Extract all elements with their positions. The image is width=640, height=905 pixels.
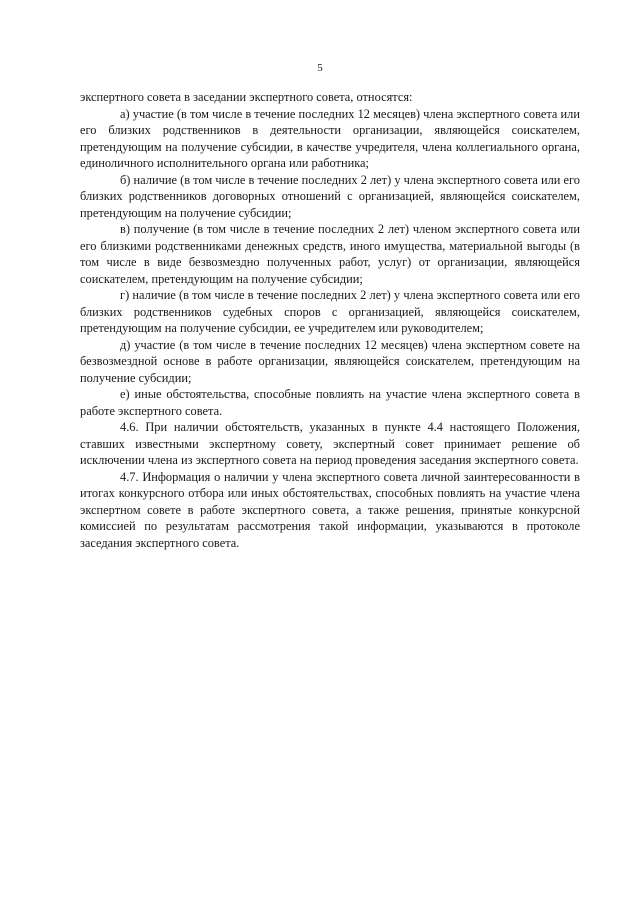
document-body (80, 89, 580, 551)
paragraph-item-a: а) участие (в том числе в течение последних 12 месяцев) члена экспертного совета или его близких родственников в деятельности организации, являющейся соискателем, претендующим на получение субсидии, в качестве учредителя, члена коллегиального органа, единоличного исполнительного органа или работника; (80, 106, 580, 170)
paragraph-clause-4-6: 4.6. При наличии обстоятельств, указанных в пункте 4.4 настоящего Положения, ставших известными экспертному совету, экспертный совет принимает решение об исключении члена из экспертного совета на период проведения заседания экспертного совета. (80, 420, 580, 467)
paragraph-item-e: е) иные обстоятельства, способные повлиять на участие члена экспертного совета в работе экспертного совета. (80, 387, 580, 418)
paragraph-item-g: г) наличие (в том числе в течение последних 2 лет) у члена экспертного совета или его близких родственников судебных споров с организацией, являющейся соискателем, претендующим на получение субсидии, ее учредителем или руководителем; (80, 288, 580, 335)
paragraph-item-b: б) наличие (в том числе в течение последних 2 лет) у члена экспертного совета или его близких родственников договорных отношений с организацией, являющейся соискателем, претендующим на получение субсидии; (80, 172, 580, 220)
paragraph-item-v: в) получение (в том числе в течение последних 2 лет) членом экспертного совета или его близкими родственниками денежных средств, иного имущества, материальной выгоды (в том числе в виде безвозмездно полученных работ, услуг) от организации, являющейся соискателем, претендующим на получение субсидии; (80, 222, 580, 286)
paragraph-continuation: экспертного совета в заседании экспертного совета, относятся: (80, 90, 413, 104)
paragraph-clause-4-7: 4.7. Информация о наличии у члена экспертного совета личной заинтересованности в итогах конкурсного отбора или иных обстоятельствах, способных повлиять на участие члена экспертном совете в работе экспертного совета, а также решения, принятые конкурсной комиссией по результатам рассмотрения такой информации, указываются в протоколе заседания экспертного совета. (80, 469, 580, 550)
paragraph-item-d: д) участие (в том числе в течение последних 12 месяцев) члена экспертном совете на безвозмездной основе в работе организации, являющейся соискателем, претендующим на получение субсидии; (80, 337, 580, 385)
page-number: 5 (317, 62, 323, 74)
